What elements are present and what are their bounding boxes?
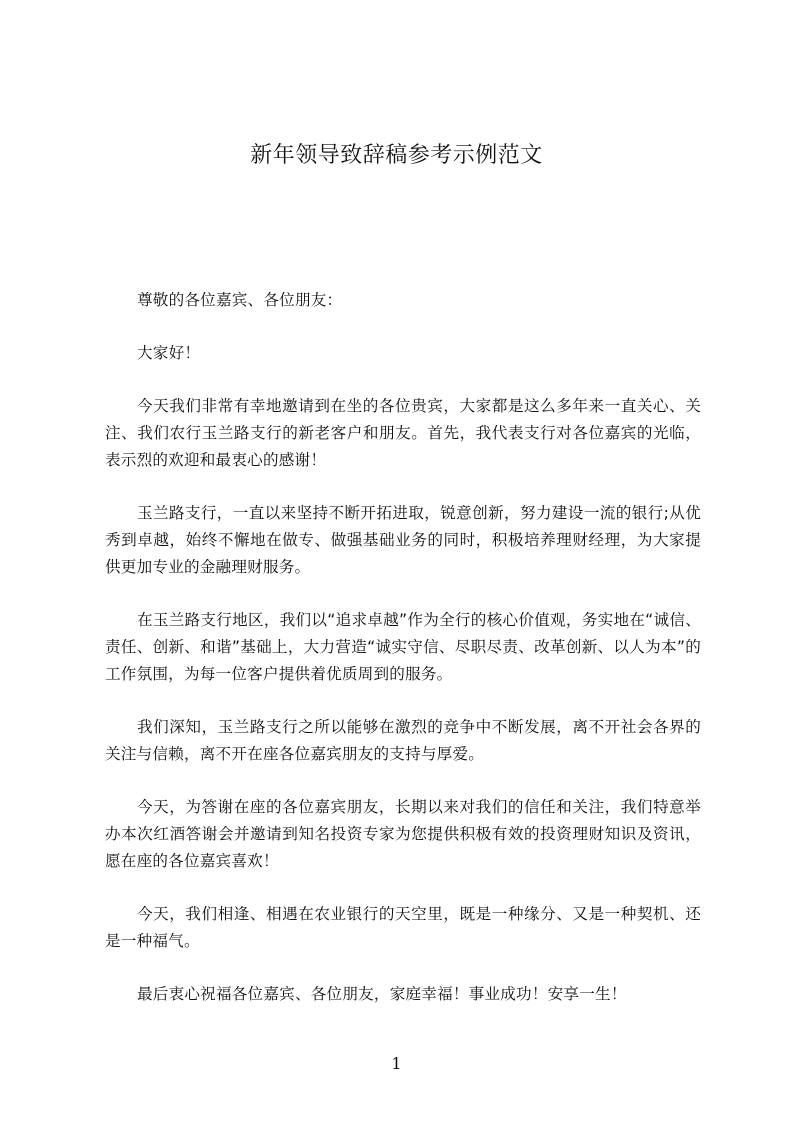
- paragraph-welcome: 今天我们非常有幸地邀请到在坐的各位贵宾，大家都是这么多年来一直关心、关注、我们农行玉兰路支行的新老客户和朋友。首先，我代表支行对各位嘉宾的光临，表示烈的欢迎和最衷心的感谢！: [105, 397, 701, 469]
- document-title: 新年领导致辞稿参考示例范文: [250, 143, 543, 168]
- document-body: [105, 287, 701, 1034]
- page-number: 1: [391, 1054, 402, 1073]
- paragraph-greeting: 大家好！: [137, 344, 201, 362]
- paragraph-branch-development: 玉兰路支行，一直以来坚持不断开拓进取，锐意创新，努力建设一流的银行;从优秀到卓越，始终不懈地在做专、做强基础业务的同时，积极培养理财经理，为大家提供更加专业的金融理财服务。: [105, 504, 701, 576]
- paragraph-salutation: 尊敬的各位嘉宾、各位朋友：: [137, 291, 343, 309]
- paragraph-event-purpose: 今天，为答谢在座的各位嘉宾朋友，长期以来对我们的信任和关注，我们特意举办本次红酒答谢会并邀请到知名投资专家为您提供积极有效的投资理财知识及资讯，愿在座的各位嘉宾喜欢！: [105, 798, 701, 870]
- paragraph-meeting: 今天，我们相逢、相遇在农业银行的天空里，既是一种缘分、又是一种契机、还是一种福气。: [105, 905, 701, 950]
- paragraph-gratitude: 我们深知，玉兰路支行之所以能够在激烈的竞争中不断发展，离不开社会各界的关注与信赖，离不开在座各位嘉宾朋友的支持与厚爱。: [105, 718, 701, 763]
- paragraph-closing-wishes: 最后衷心祝福各位嘉宾、各位朋友，家庭幸福！事业成功！安享一生！: [137, 985, 627, 1003]
- paragraph-core-values: 在玉兰路支行地区，我们以“追求卓越”作为全行的核心价值观，务实地在“诚信、责任、创新、和谐”基础上，大力营造“诚实守信、尽职尽责、改革创新、以人为本”的工作氛围，为每一位客户提供着优质周到的服务。: [105, 611, 701, 683]
